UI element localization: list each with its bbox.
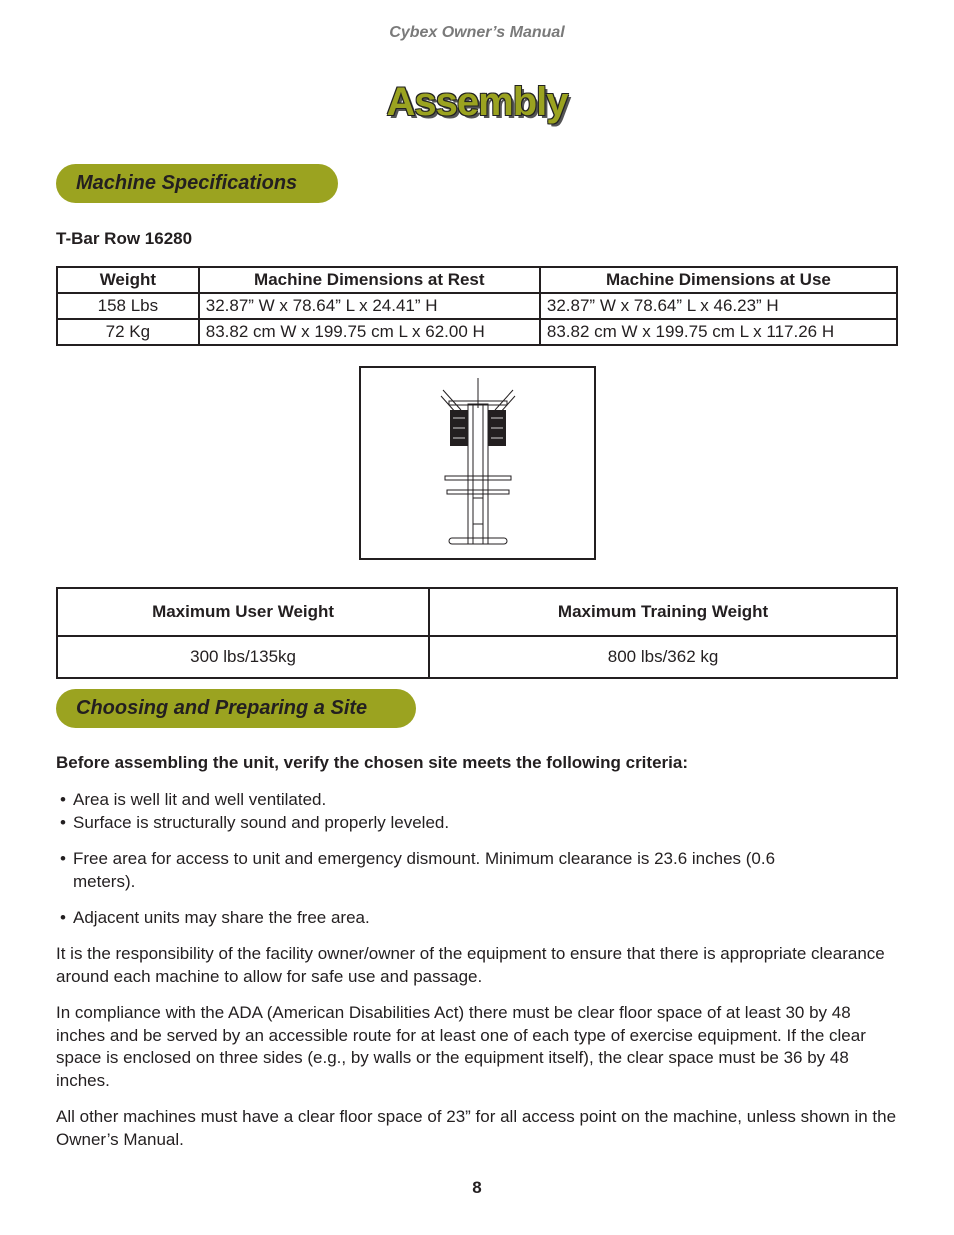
table-cell: 32.87” W x 78.64” L x 46.23” H (540, 293, 897, 319)
list-item (60, 811, 833, 834)
machine-diagram-drawing (361, 368, 594, 558)
table-row (57, 636, 897, 678)
table-cell: 83.82 cm W x 199.75 cm L x 117.26 H (540, 319, 897, 345)
bullet-dot: • (60, 813, 66, 832)
table-cell: 32.87” W x 78.64” L x 24.41” H (199, 293, 540, 319)
bullet-dot: • (60, 908, 66, 927)
page-number: 8 (472, 1178, 482, 1197)
table-cell: 72 Kg (57, 319, 199, 345)
list-item-text: Surface is structurally sound and properly leveled. (73, 813, 450, 832)
section-heading-machine-specifications: Machine Specifications (56, 164, 338, 203)
table-header-row (57, 267, 897, 293)
criteria-lead-text: Before assembling the unit, verify the chosen site meets the following criteria: (56, 753, 688, 772)
column-header-dimensions-use: Machine Dimensions at Use (540, 267, 897, 293)
model-name: T-Bar Row 16280 (56, 229, 193, 248)
list-item (60, 906, 833, 929)
table-cell: 158 Lbs (57, 293, 199, 319)
column-header-max-user-weight: Maximum User Weight (57, 588, 429, 636)
table-header-row (57, 588, 897, 636)
paragraph-clearance: It is the responsibility of the facility owner/owner of the equipment to ensure that there is appropriate clearance around each machine to allow for safe use and passage. (56, 944, 885, 986)
paragraph-ada: In compliance with the ADA (American Disabilities Act) there must be clear floor space of at least 30 by 48 inches and be served by an accessible route for at least one of each type of exercise equipment. If the clear space is enclosed on three sides (e.g., by walls or the equipment itself), the clear space must be 36 by 48 inches. (56, 1003, 866, 1090)
section-heading-choosing-site: Choosing and Preparing a Site (56, 689, 416, 728)
table-row (57, 319, 897, 345)
table-cell: 83.82 cm W x 199.75 cm L x 62.00 H (199, 319, 540, 345)
bullet-dot: • (60, 849, 66, 868)
page-title: Assembly (386, 80, 568, 124)
column-header-max-training-weight: Maximum Training Weight (429, 588, 897, 636)
column-header-dimensions-rest: Machine Dimensions at Rest (199, 267, 540, 293)
running-header: Cybex Owner’s Manual (389, 24, 565, 41)
table-cell: 300 lbs/135kg (57, 636, 429, 678)
table-row (57, 293, 897, 319)
table-cell: 800 lbs/362 kg (429, 636, 897, 678)
paragraph-other-machines: All other machines must have a clear floor space of 23” for all access point on the machine, unless shown in the Owner’s Manual. (56, 1107, 897, 1149)
list-item-text: Adjacent units may share the free area. (73, 908, 370, 927)
list-item (60, 788, 833, 811)
specifications-table (56, 266, 898, 346)
machine-top-view-illustration (359, 366, 596, 560)
column-header-weight: Weight (57, 267, 199, 293)
list-item-text: Area is well lit and well ventilated. (73, 790, 327, 809)
bullet-dot: • (60, 790, 66, 809)
list-item (60, 847, 833, 893)
list-item-text: Free area for access to unit and emergency dismount. Minimum clearance is 23.6 inches (0.6 meters). (73, 849, 776, 891)
weight-limits-table (56, 587, 898, 679)
